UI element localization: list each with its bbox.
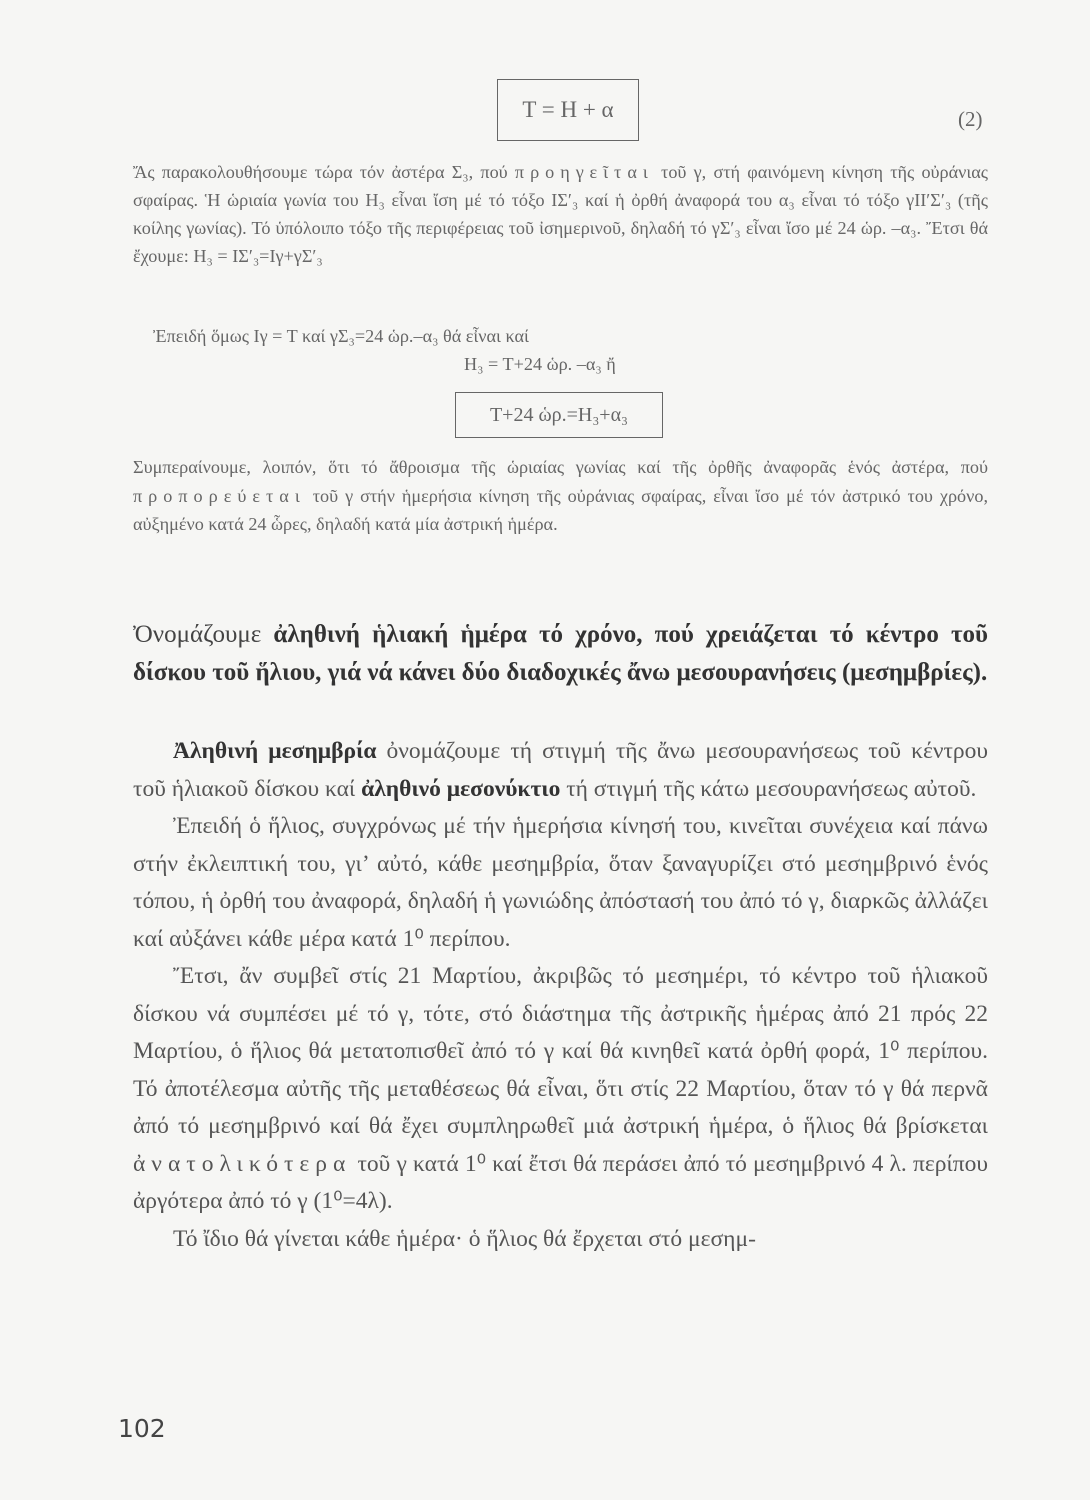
definition-true-solar-day: Ὀνομάζουμε ἀληθινή ἡλιακή ἡμέρα τό χρόνο, πού χρειάζεται τό κέντρο τοῦ δίσκου τοῦ ἥλιου, γιά νά κάνει δύο διαδοχικές ἄνω μεσουρανήσεις (μεσημβρίες).: [133, 621, 988, 686]
spaced-word: προπορεύεται: [133, 485, 306, 506]
equation-1: T = H + α: [522, 97, 614, 122]
spaced-word: προηγεῖται: [514, 162, 654, 182]
equation-2: T+24 ὡρ.=H₃+α₃: [489, 403, 629, 426]
paragraph-sun-motion: Ἐπειδή ὁ ἥλιος, συγχρόνως μέ τήν ἡμερήσια κίνησή του, κινεῖται συνέχεια καί πάνω στήν ἐκλειπτική του, γι’ αὐτό, κάθε μεσημβρία, ὅταν ξαναγυρίζει στό μεσημβρινό ἑνός τόπου, ἡ ὀρθή του ἀναφορά, δηλαδή ἡ γωνιώδης ἀπόστασή του ἀπό τό γ, διαρκῶς ἀλλάζει καί αὐξάνει κάθε μέρα κατά 1⁰ περίπου.: [133, 813, 988, 952]
page-number: 102: [118, 1414, 166, 1443]
equation-box-2: [455, 392, 663, 438]
main-text: [133, 733, 988, 1258]
paragraph-conclusion: Συμπεραίνουμε, λοιπόν, ὅτι τό ἄθροισμα τῆς ὡριαίας γωνίας καί τῆς ὀρθῆς ἀναφορᾶς ἑνός ἀστέρα, πού προπορεύεται τοῦ γ στήν ἡμερήσια κίνηση τῆς οὐράνιας σφαίρας, εἶναι ἴσο μέ τόν ἀστρικό του χρόνο, αὐξημένο κατά 24 ὧρες, δηλαδή κατά μία ἀστρική ἡμέρα.: [133, 457, 988, 534]
line-h3: Η₃ = Τ+24 ὡρ. –α₃ ἤ: [464, 354, 616, 374]
line-since: Ἐπειδή ὅμως Ιγ = Τ καί γΣ₃=24 ὡρ.–α₃ θά εἶναι καί: [153, 326, 529, 346]
paragraph-star-preceding: Ἄς παρακολουθήσουμε τώρα τόν ἀστέρα Σ₃, πού προηγεῖται τοῦ γ, στή φαινόμενη κίνηση τῆς οὐράνιας σφαίρας. Ἡ ὡριαία γωνία του Η₃ εἶναι ἴση μέ τό τόξο ΙΣ′₃ καί ἡ ὀρθή ἀναφορά του α₃ εἶναι τό τόξο γΙΙ′Σ′₃ (τῆς κοίλης γωνίας). Τό ὑπόλοιπο τόξο τῆς περιφέρειας τοῦ ἰσημερινοῦ, δηλαδή τό γΣ′₃ εἶναι ἴσο μέ 24 ὡρ. –α₃. Ἔτσι θά ἔχουμε: Η₃ = ΙΣ′₃=Ιγ+γΣ′₃: [133, 162, 988, 266]
paragraph-example: Ἔτσι, ἄν συμβεῖ στίς 21 Μαρτίου, ἀκριβῶς τό μεσημέρι, τό κέντρο τοῦ ἡλιακοῦ δίσκου νά συμπέσει μέ τό γ, τότε, στό διάστημα τῆς ἀστρικῆς ἡμέρας ἀπό 21 πρός 22 Μαρτίου, ὁ ἥλιος θά μετατοπισθεῖ ἀπό τό γ καί θά κινηθεῖ κατά ὀρθή φορά, 1⁰ περίπου. Τό ἀποτέλεσμα αὐτῆς τῆς μεταθέσεως θά εἶναι, ὅτι στίς 22 Μαρτίου, ὅταν τό γ θά περνᾶ ἀπό τό μεσημβρινό καί θά ἔχει συμπληρωθεῖ μιά ἀστρική ἡμέρα, ὁ ἥλιος θά βρίσκεται ἀνατολικότερα τοῦ γ κατά 1⁰ καί ἔτσι θά περάσει ἀπό τό μεσημβρινό 4 λ. περίπου ἀργότερα ἀπό τό γ (1⁰=4λ).: [133, 963, 988, 1214]
paragraph-true-noon: Ἀληθινή μεσημβρία ὀνομάζουμε τή στιγμή τῆς ἄνω μεσουρανήσεως τοῦ κέντρου τοῦ ἡλιακοῦ δίσκου καί ἀληθινό μεσονύκτιο τή στιγμή τῆς κάτω μεσουρανήσεως αὐτοῦ.: [133, 738, 988, 802]
equation-box-1: [497, 79, 639, 141]
paragraph-every-day: Τό ἴδιο θά γίνεται κάθε ἡμέρα· ὁ ἥλιος θά ἔρχεται στό μεσημ-: [173, 1225, 756, 1252]
equation-number: (2): [958, 107, 983, 131]
spaced-word: ἀνατολικότερα: [133, 1150, 352, 1177]
